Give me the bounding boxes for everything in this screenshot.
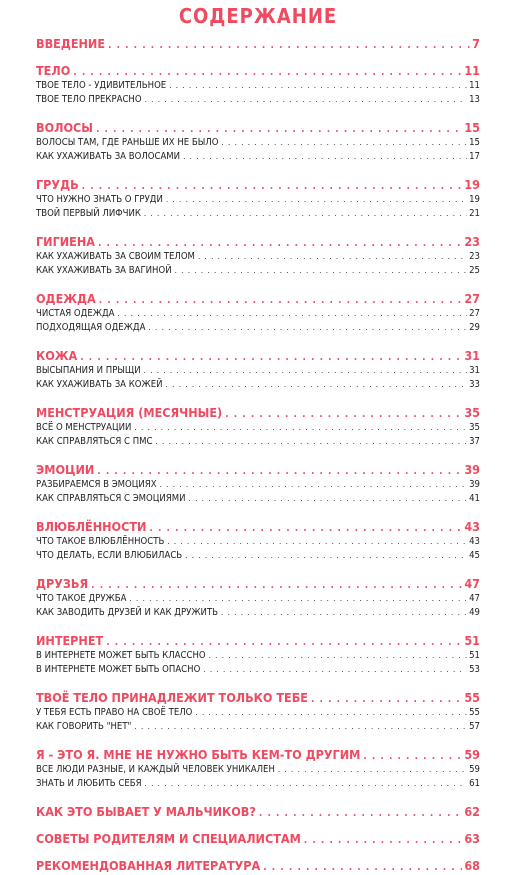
dot-leader (160, 478, 468, 492)
subsection-title: ЧТО НУЖНО ЗНАТЬ О ГРУДИ (36, 194, 163, 205)
subsection-page-number: 29 (469, 322, 480, 333)
subsection-row[interactable] (36, 207, 480, 221)
subsection-row[interactable] (36, 364, 480, 378)
dot-leader (221, 136, 467, 150)
subsection-row[interactable] (36, 706, 480, 720)
section-heading[interactable] (36, 462, 480, 477)
section-heading[interactable] (36, 348, 480, 363)
toc-section (36, 858, 480, 873)
section-title: МЕНСТРУАЦИЯ (МЕСЯЧНЫЕ) (36, 405, 223, 420)
subsection-row[interactable] (36, 264, 480, 278)
subsection-row[interactable] (36, 663, 480, 677)
dot-leader (80, 350, 462, 365)
subsection-page-number: 47 (469, 593, 480, 604)
subsection-title: В ИНТЕРНЕТЕ МОЖЕТ БЫТЬ ОПАСНО (36, 664, 201, 675)
dot-leader (129, 592, 467, 606)
section-page-number: 23 (464, 234, 480, 249)
subsection-page-number: 19 (469, 194, 480, 205)
dot-leader (108, 38, 470, 53)
subsection-title: КАК СПРАВЛЯТЬСЯ С ЭМОЦИЯМИ (36, 493, 186, 504)
section-heading[interactable] (36, 690, 480, 705)
subsection-page-number: 39 (469, 479, 480, 490)
section-title: ЭМОЦИИ (36, 462, 95, 477)
dot-leader (166, 378, 468, 392)
dot-leader (73, 65, 462, 80)
dot-leader (304, 833, 463, 848)
dot-leader (175, 264, 468, 278)
subsection-page-number: 27 (469, 308, 480, 319)
subsection-title: КАК СПРАВЛЯТЬСЯ С ПМС (36, 436, 153, 447)
subsection-row[interactable] (36, 492, 480, 506)
dot-leader (225, 407, 462, 422)
subsection-title: ВОЛОСЫ ТАМ, ГДЕ РАНЬШЕ ИХ НЕ БЫЛО (36, 137, 219, 148)
section-page-number: 63 (464, 831, 480, 846)
dot-leader (148, 321, 467, 335)
dot-leader (82, 179, 463, 194)
dot-leader (134, 720, 467, 734)
subsection-row[interactable] (36, 435, 480, 449)
subsection-row[interactable] (36, 592, 480, 606)
subsection-page-number: 15 (469, 137, 480, 148)
subsection-page-number: 49 (469, 607, 480, 618)
section-heading[interactable] (36, 120, 480, 135)
subsection-page-number: 31 (469, 365, 480, 376)
subsection-title: КАК УХАЖИВАТЬ ЗА ВАГИНОЙ (36, 265, 172, 276)
subsection-title: В ИНТЕРНЕТЕ МОЖЕТ БЫТЬ КЛАССНО (36, 650, 206, 661)
subsection-row[interactable] (36, 606, 480, 620)
toc-section (36, 633, 480, 677)
toc-section (36, 63, 480, 107)
dot-leader (203, 663, 467, 677)
subsection-page-number: 17 (469, 151, 480, 162)
subsection-title: ВСЕ ЛЮДИ РАЗНЫЕ, И КАЖДЫЙ ЧЕЛОВЕК УНИКАЛЕН (36, 764, 275, 775)
dot-leader (149, 521, 462, 536)
subsection-page-number: 21 (469, 208, 480, 219)
section-title: ГИГИЕНА (36, 234, 95, 249)
section-heading[interactable] (36, 63, 480, 78)
toc-section (36, 462, 480, 506)
subsection-title: ТВОЕ ТЕЛО ПРЕКРАСНО (36, 94, 142, 105)
section-title: ИНТЕРНЕТ (36, 633, 104, 648)
subsection-page-number: 55 (469, 707, 480, 718)
dot-leader (97, 464, 462, 479)
toc-section (36, 177, 480, 221)
subsection-row[interactable] (36, 763, 480, 777)
section-heading[interactable] (36, 177, 480, 192)
toc-section (36, 747, 480, 791)
section-heading[interactable] (36, 576, 480, 591)
subsection-title: КАК УХАЖИВАТЬ ЗА СВОИМ ТЕЛОМ (36, 251, 195, 262)
dot-leader (185, 549, 467, 563)
subsection-row[interactable] (36, 321, 480, 335)
dot-leader (106, 635, 462, 650)
dot-leader (363, 749, 462, 764)
section-heading[interactable] (36, 36, 480, 51)
subsection-page-number: 45 (469, 550, 480, 561)
section-title: ВВЕДЕНИЕ (36, 36, 106, 51)
section-page-number: 7 (472, 36, 480, 51)
subsection-row[interactable] (36, 307, 480, 321)
subsection-title: ЗНАТЬ И ЛЮБИТЬ СЕБЯ (36, 778, 142, 789)
subsection-row[interactable] (36, 549, 480, 563)
subsection-row[interactable] (36, 79, 480, 93)
section-page-number: 43 (464, 519, 480, 534)
subsection-row[interactable] (36, 378, 480, 392)
toc-section (36, 831, 480, 846)
subsection-row[interactable] (36, 720, 480, 734)
dot-leader (183, 150, 467, 164)
section-title: ВОЛОСЫ (36, 120, 93, 135)
dot-leader (117, 307, 467, 321)
section-title: СОВЕТЫ РОДИТЕЛЯМ И СПЕЦИАЛИСТАМ (36, 831, 301, 846)
dot-leader (198, 250, 467, 264)
dot-leader (278, 763, 467, 777)
dot-leader (263, 860, 462, 875)
subsection-page-number: 33 (469, 379, 480, 390)
section-heading[interactable] (36, 831, 480, 846)
subsection-title: РАЗБИРАЕМСЯ В ЭМОЦИЯХ (36, 479, 157, 490)
subsection-title: КАК УХАЖИВАТЬ ЗА ВОЛОСАМИ (36, 151, 181, 162)
dot-leader (209, 649, 468, 663)
subsection-row[interactable] (36, 421, 480, 435)
subsection-page-number: 61 (469, 778, 480, 789)
dot-leader (195, 706, 467, 720)
section-page-number: 55 (464, 690, 480, 705)
subsection-page-number: 57 (469, 721, 480, 732)
section-page-number: 15 (464, 120, 480, 135)
section-page-number: 27 (464, 291, 480, 306)
dot-leader (145, 93, 468, 107)
toc-section (36, 804, 480, 819)
subsection-title: ЧТО ДЕЛАТЬ, ЕСЛИ ВЛЮБИЛАСЬ (36, 550, 183, 561)
subsection-page-number: 13 (469, 94, 480, 105)
dot-leader (311, 692, 462, 707)
subsection-title: КАК ГОВОРИТЬ "НЕТ" (36, 721, 132, 732)
subsection-title: ВЫСЫПАНИЯ И ПРЫЩИ (36, 365, 141, 376)
section-title: ГРУДЬ (36, 177, 79, 192)
section-heading[interactable] (36, 858, 480, 873)
dot-leader (144, 364, 467, 378)
section-page-number: 51 (464, 633, 480, 648)
subsection-page-number: 25 (469, 265, 480, 276)
dot-leader (99, 293, 463, 308)
section-heading[interactable] (36, 804, 480, 819)
toc-section (36, 690, 480, 734)
section-page-number: 59 (464, 747, 480, 762)
section-title: КОЖА (36, 348, 78, 363)
subsection-page-number: 43 (469, 536, 480, 547)
dot-leader (134, 421, 467, 435)
section-title: РЕКОМЕНДОВАННАЯ ЛИТЕРАТУРА (36, 858, 261, 873)
toc-section (36, 36, 480, 51)
subsection-row[interactable] (36, 649, 480, 663)
section-title: ОДЕЖДА (36, 291, 96, 306)
toc-list (36, 36, 480, 873)
subsection-title: ПОДХОДЯЩАЯ ОДЕЖДА (36, 322, 146, 333)
dot-leader (155, 435, 467, 449)
section-heading[interactable] (36, 234, 480, 249)
subsection-title: КАК ЗАВОДИТЬ ДРУЗЕЙ И КАК ДРУЖИТЬ (36, 607, 219, 618)
section-heading[interactable] (36, 747, 480, 762)
subsection-row[interactable] (36, 136, 480, 150)
subsection-page-number: 51 (469, 650, 480, 661)
section-heading[interactable] (36, 405, 480, 420)
toc-section (36, 291, 480, 335)
dot-leader (259, 806, 462, 821)
subsection-row[interactable] (36, 193, 480, 207)
subsection-title: ЧИСТАЯ ОДЕЖДА (36, 308, 115, 319)
dot-leader (167, 535, 467, 549)
section-title: ВЛЮБЛЁННОСТИ (36, 519, 147, 534)
toc-section (36, 519, 480, 563)
subsection-page-number: 53 (469, 664, 480, 675)
page-title: СОДЕРЖАНИЕ (178, 4, 338, 28)
toc-section (36, 120, 480, 164)
dot-leader (91, 578, 462, 593)
dot-leader (145, 777, 468, 791)
section-page-number: 11 (464, 63, 480, 78)
section-title: ДРУЗЬЯ (36, 576, 89, 591)
subsection-title: У ТЕБЯ ЕСТЬ ПРАВО НА СВОЁ ТЕЛО (36, 707, 193, 718)
dot-leader (221, 606, 467, 620)
subsection-title: ТВОЙ ПЕРВЫЙ ЛИФЧИК (36, 208, 141, 219)
subsection-row[interactable] (36, 535, 480, 549)
section-page-number: 39 (464, 462, 480, 477)
subsection-page-number: 41 (469, 493, 480, 504)
subsection-title: ТВОЕ ТЕЛО - УДИВИТЕЛЬНОЕ (36, 80, 167, 91)
section-title: ТВОЁ ТЕЛО ПРИНАДЛЕЖИТ ТОЛЬКО ТЕБЕ (36, 690, 308, 705)
section-page-number: 47 (464, 576, 480, 591)
subsection-page-number: 59 (469, 764, 480, 775)
section-page-number: 68 (464, 858, 480, 873)
subsection-title: ЧТО ТАКОЕ ДРУЖБА (36, 593, 127, 604)
section-page-number: 35 (464, 405, 480, 420)
section-page-number: 62 (464, 804, 480, 819)
subsection-row[interactable] (36, 250, 480, 264)
section-title: ТЕЛО (36, 63, 71, 78)
subsection-page-number: 11 (469, 80, 480, 91)
section-heading[interactable] (36, 519, 480, 534)
subsection-title: КАК УХАЖИВАТЬ ЗА КОЖЕЙ (36, 379, 163, 390)
section-page-number: 31 (464, 348, 480, 363)
subsection-title: ЧТО ТАКОЕ ВЛЮБЛЁННОСТЬ (36, 536, 165, 547)
toc-section (36, 348, 480, 392)
section-title: Я - ЭТО Я. МНЕ НЕ НУЖНО БЫТЬ КЕМ-ТО ДРУГИМ (36, 747, 361, 762)
toc-section (36, 405, 480, 449)
dot-leader (166, 193, 467, 207)
subsection-row[interactable] (36, 150, 480, 164)
dot-leader (96, 122, 462, 137)
dot-leader (98, 236, 462, 251)
subsection-page-number: 37 (469, 436, 480, 447)
subsection-row[interactable] (36, 93, 480, 107)
dot-leader (144, 207, 467, 221)
section-title: КАК ЭТО БЫВАЕТ У МАЛЬЧИКОВ? (36, 804, 256, 819)
subsection-title: ВСЁ О МЕНСТРУАЦИИ (36, 422, 132, 433)
dot-leader (189, 492, 468, 506)
toc-section (36, 234, 480, 278)
subsection-row[interactable] (36, 777, 480, 791)
subsection-page-number: 23 (469, 251, 480, 262)
section-page-number: 19 (464, 177, 480, 192)
dot-leader (169, 79, 467, 93)
toc-section (36, 576, 480, 620)
subsection-row[interactable] (36, 478, 480, 492)
section-heading[interactable] (36, 291, 480, 306)
section-heading[interactable] (36, 633, 480, 648)
subsection-page-number: 35 (469, 422, 480, 433)
